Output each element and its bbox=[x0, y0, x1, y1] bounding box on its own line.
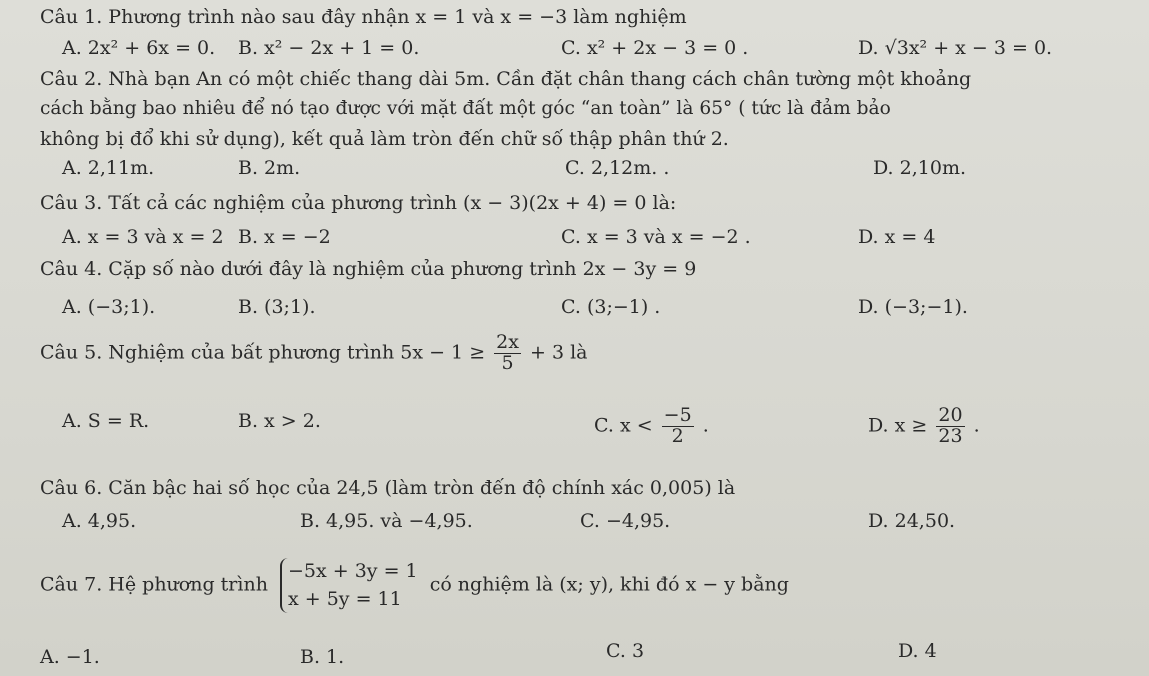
q4-stem: Câu 4. Cặp số nào dưới đây là nghiệm của phương trình 2x − 3y = 9 bbox=[40, 258, 697, 280]
q7-equation-1: −5x + 3y = 1 bbox=[288, 560, 418, 582]
q5-option-d-denominator: 23 bbox=[938, 424, 963, 447]
q6-stem: Câu 6. Căn bậc hai số học của 24,5 (làm tròn đến độ chính xác 0,005) là bbox=[40, 477, 736, 499]
q6-option-b: B. 4,95. và −4,95. bbox=[300, 510, 473, 532]
q5-stem-text: Câu 5. Nghiệm của bất phương trình 5x − 1 ≥ bbox=[40, 341, 486, 364]
q5-option-d-text: D. x ≥ bbox=[868, 414, 928, 437]
q6-option-d: D. 24,50. bbox=[868, 510, 956, 532]
q7-equation-system bbox=[280, 558, 418, 613]
q5-option-c-denominator: 2 bbox=[671, 424, 684, 447]
q5-option-c bbox=[594, 406, 709, 447]
q6-option-a: A. 4,95. bbox=[62, 510, 137, 532]
q4-option-a: A. (−3;1). bbox=[62, 296, 156, 318]
q5-option-a: A. S = R. bbox=[62, 410, 150, 432]
q7-option-c: C. 3 bbox=[606, 640, 645, 662]
q7-equation-2: x + 5y = 11 bbox=[288, 587, 402, 610]
q1-option-c: C. x² + 2x − 3 = 0 . bbox=[561, 37, 749, 59]
q2-option-a: A. 2,11m. bbox=[62, 157, 155, 179]
q6-option-c: C. −4,95. bbox=[580, 510, 671, 532]
q3-option-a: A. x = 3 và x = 2 bbox=[62, 226, 224, 248]
q7-option-b: B. 1. bbox=[300, 646, 345, 668]
q2-option-b: B. 2m. bbox=[238, 157, 301, 179]
q5-stem-fraction bbox=[494, 333, 521, 374]
q3-option-d: D. x = 4 bbox=[858, 226, 936, 248]
q5-option-d-numerator: 20 bbox=[938, 404, 963, 426]
q5-stem bbox=[40, 333, 588, 374]
q4-option-c: C. (3;−1) . bbox=[561, 296, 661, 318]
q2-line-1: Câu 2. Nhà bạn An có một chiếc thang dài 5m. Cần đặt chân thang cách chân tường một khoảng bbox=[40, 68, 972, 90]
q4-option-b: B. (3;1). bbox=[238, 296, 316, 318]
q5-option-c-text: C. x < bbox=[594, 414, 653, 437]
q1-stem: Câu 1. Phương trình nào sau đây nhận x = 1 và x = −3 làm nghiệm bbox=[40, 6, 687, 28]
q4-option-d: D. (−3;−1). bbox=[858, 296, 968, 318]
q5-stem-fraction-denominator: 5 bbox=[501, 351, 514, 374]
q7-option-d: D. 4 bbox=[898, 640, 937, 662]
q7-stem-text-end: có nghiệm là (x; y), khi đó x − y bằng bbox=[429, 573, 789, 596]
q5-option-c-end: . bbox=[702, 414, 709, 437]
q3-stem: Câu 3. Tất cả các nghiệm của phương trình (x − 3)(2x + 4) = 0 là: bbox=[40, 192, 677, 214]
q2-line-2: cách bằng bao nhiêu để nó tạo được với mặt đất một góc “an toàn” là 65° ( tức là đảm bảo bbox=[40, 98, 891, 119]
q7-option-a: A. −1. bbox=[40, 646, 100, 668]
q2-option-c: C. 2,12m. . bbox=[565, 157, 670, 179]
q2-line-3: không bị đổ khi sử dụng), kết quả làm tròn đến chữ số thập phân thứ 2. bbox=[40, 128, 729, 150]
q1-option-d: D. √3x² + x − 3 = 0. bbox=[858, 37, 1053, 59]
q5-option-c-fraction bbox=[662, 406, 694, 447]
q1-option-a: A. 2x² + 6x = 0. bbox=[62, 37, 216, 59]
q5-stem-fraction-numerator: 2x bbox=[496, 331, 519, 353]
q5-stem-text-end: + 3 là bbox=[530, 341, 588, 364]
q5-option-d-fraction bbox=[936, 406, 964, 447]
q1-option-b: B. x² − 2x + 1 = 0. bbox=[238, 37, 420, 59]
q7-stem bbox=[40, 558, 789, 613]
q3-option-b: B. x = −2 bbox=[238, 226, 331, 248]
q7-stem-text: Câu 7. Hệ phương trình bbox=[40, 573, 268, 596]
q2-option-d: D. 2,10m. bbox=[873, 157, 966, 179]
q3-option-c: C. x = 3 và x = −2 . bbox=[561, 226, 751, 248]
q5-option-d bbox=[868, 406, 980, 447]
q5-option-c-numerator: −5 bbox=[663, 404, 692, 426]
q5-option-b: B. x > 2. bbox=[238, 410, 321, 432]
q5-option-d-end: . bbox=[973, 414, 980, 437]
